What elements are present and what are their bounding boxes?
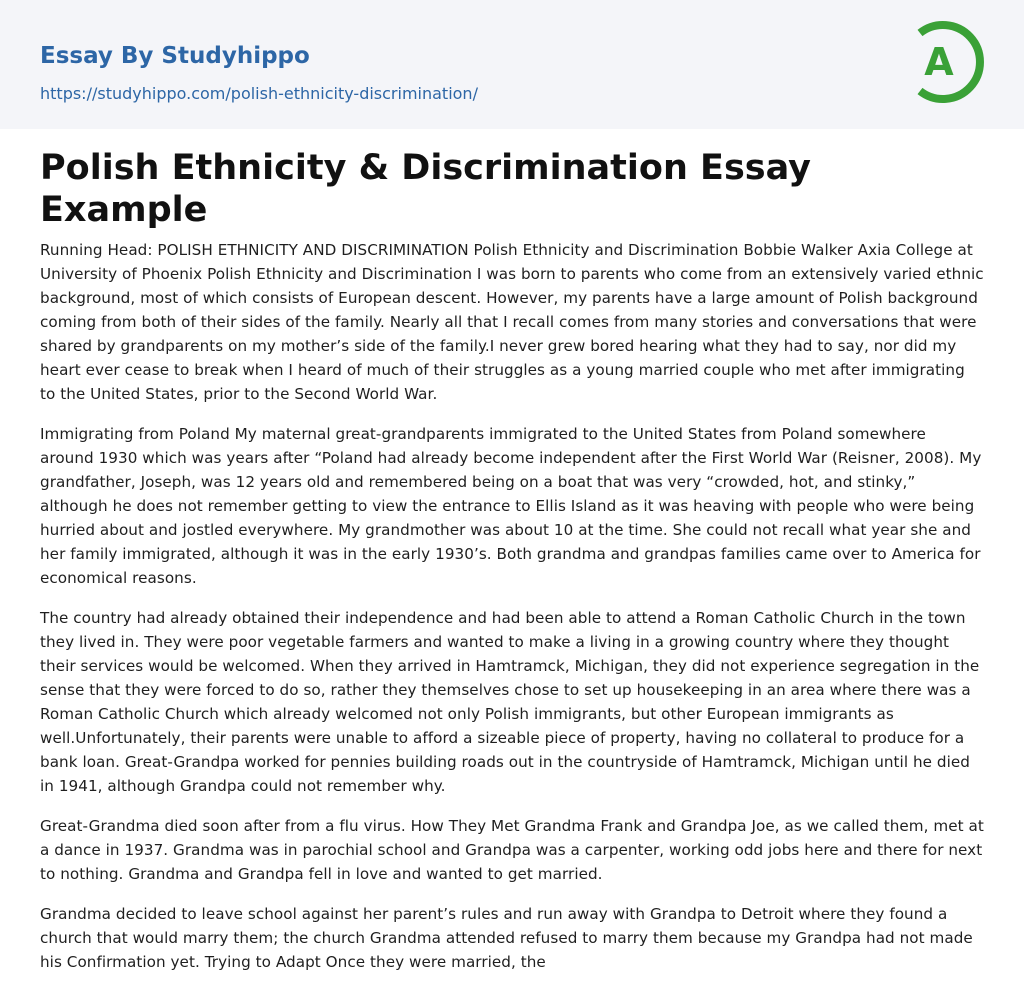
essay-url-link[interactable]: https://studyhippo.com/polish-ethnicity-discrimination/ <box>40 84 478 103</box>
site-brand[interactable]: Essay By Studyhippo <box>40 43 310 69</box>
essay-paragraph: Grandma decided to leave school against her parent’s rules and run away with Grandpa to Detroit where they found a church that would marry them; the church Grandma attended refused to marry them because my Grandpa had not made his Confirmation yet. Trying to Adapt Once they were married, the <box>40 905 973 971</box>
essay-title: Polish Ethnicity & Discrimination Essay Example <box>40 148 811 230</box>
logo-letter: A <box>924 40 954 84</box>
essay-paragraph: Running Head: POLISH ETHNICITY AND DISCRIMINATION Polish Ethnicity and Discrimination Bobbie Walker Axia College at University of Phoenix Polish Ethnicity and Discrimination I was born to parents who come from an extensively varied ethnic background, most of which consists of European descent. However, my parents have a large amount of Polish background coming from both of their sides of the family. Nearly all that I recall comes from many stories and conversations that were shared by grandparents on my mother’s side of the family.I never grew bored hearing what they had to say, nor did my heart ever cease to break when I heard of much of their struggles as a young married couple who met after immigrating to the United States, prior to the Second World War. <box>40 241 984 403</box>
site-header <box>0 0 1024 129</box>
essay-paragraph: The country had already obtained their independence and had been able to attend a Roman Catholic Church in the town they lived in. They were poor vegetable farmers and wanted to make a living in a growing country where they thought their services would be welcomed. When they arrived in Hamtramck, Michigan, they did not experience segregation in the sense that they were forced to do so, rather they themselves chose to set up housekeeping in an area where there was a Roman Catholic Church which already welcomed not only Polish immigrants, but other European immigrants as well.Unfortunately, their parents were unable to afford a sizeable piece of property, having no collateral to produce for a bank loan. Great-Grandpa worked for pennies building roads out in the countryside of Hamtramck, Michigan until he died in 1941, although Grandpa could not remember why. <box>40 609 980 795</box>
essay-body <box>40 238 984 974</box>
essay-paragraph: Great-Grandma died soon after from a flu virus. How They Met Grandma Frank and Grandpa Joe, as we called them, met at a dance in 1937. Grandma was in parochial school and Grandpa was a carpenter, working odd jobs here and there for next to nothing. Grandma and Grandpa fell in love and wanted to get married. <box>40 817 984 883</box>
studyhippo-logo-icon[interactable] <box>912 19 986 105</box>
essay-paragraph: Immigrating from Poland My maternal great-grandparents immigrated to the United States from Poland somewhere around 1930 which was years after “Poland had already become independent after the First World War (Reisner, 2008). My grandfather, Joseph, was 12 years old and remembered being on a boat that was very “crowded, hot, and stinky,” although he does not remember getting to view the entrance to Ellis Island as it was heaving with people who were being hurried about and jostled everywhere. My grandmother was about 10 at the time. She could not recall what year she and her family immigrated, although it was in the early 1930’s. Both grandma and grandpas families came over to America for economical reasons. <box>40 425 982 587</box>
essay-content <box>0 129 1024 974</box>
